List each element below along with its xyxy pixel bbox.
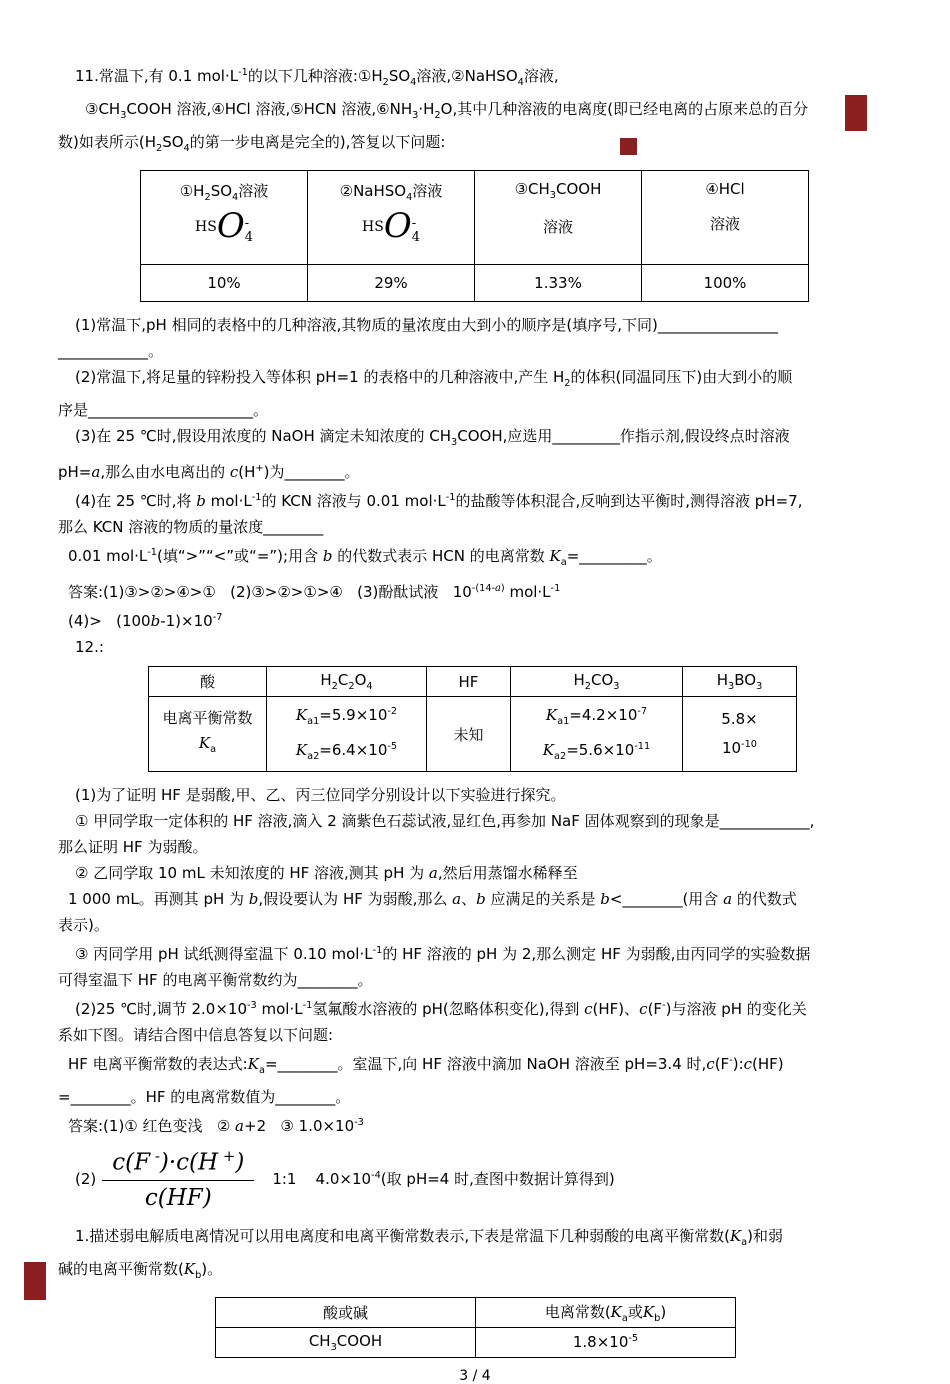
q12-ka-constants-table <box>148 666 797 772</box>
header-title: $③CH_3COOH$ <box>514 180 602 201</box>
header-cell-h2so4 <box>141 171 308 265</box>
table-value-row <box>216 1327 736 1357</box>
header-cell-ch3cooh <box>475 171 642 265</box>
value-cell-hf: 未知 <box>427 697 511 772</box>
q12-student1-line-2: 那么证明 HF 为弱酸。 <box>58 838 208 856</box>
q11-item1-line-1: (1)常温下,pH 相同的表格中的几种溶液,其物质的量浓度由大到小的顺序是(填序号,下同)________________ <box>75 316 778 334</box>
table-value-row <box>141 265 809 302</box>
header-cell-hf: HF <box>427 667 511 697</box>
artifact-block-bottom-left <box>24 1262 46 1300</box>
header-subtitle: 溶液 <box>709 215 740 233</box>
formula-subscript: 4 <box>244 230 253 246</box>
sec1-intro-line-1: 1.描述弱电解质电离情况可以用电离度和电离平衡常数表示,下表是常温下几种弱酸的电离平衡常数$(K_a)$和弱 <box>75 1226 783 1248</box>
sec1-intro-line-2: 碱的电离平衡常数$(K_b)$。 <box>58 1259 223 1281</box>
q11-ionization-degree-table <box>140 170 809 302</box>
q11-item4-line-2: 那么 KCN 溶液的物质的量浓度________ <box>58 518 324 536</box>
table-value-row <box>149 697 797 772</box>
artifact-block-middle <box>620 138 637 155</box>
q12-answers-line-1: 答案:(1)① 红色变浅 ② a+2 ③ $1.0\times 10^{-3}$ <box>68 1117 364 1135</box>
artifact-block-top-right <box>845 95 867 131</box>
q11-item2-line-2: 序是______________________。 <box>58 401 269 419</box>
table-header-row <box>216 1297 736 1327</box>
formula-superscript: - <box>244 216 250 231</box>
page-number: 3 / 4 <box>459 1367 491 1384</box>
table-header-row <box>149 667 797 697</box>
q12-student3-line-1: ③ 丙同学用 pH 试纸测得室温下 0.10 $mol\cdot L^{-1}$的 HF 溶液的 pH 为 2,那么测定 HF 为弱酸,由丙同学的实验数据 <box>75 945 811 963</box>
q12-item2-line-2: 系如下图。请结合图中信息答复以下问题: <box>58 1026 334 1044</box>
q11-intro-line-2: $③CH_3COOH$ 溶液,④HCl 溶液,⑤HCN 溶液$,⑥NH_3\cdot H_2O$,其中几种溶液的电离度(即已经电离的占原来总的百分 <box>85 100 809 121</box>
header-cell-h3bo3: $H_3BO_3$ <box>683 667 797 697</box>
sec1-constants-table <box>215 1297 736 1358</box>
header-cell-nahso4 <box>308 171 475 265</box>
q12-answer2-row <box>58 1147 892 1211</box>
q12-item1: (1)为了证明 HF 是弱酸,甲、乙、丙三位同学分别设计以下实验进行探究。 <box>75 786 566 804</box>
q11-item4-line-1: (4)在 25 ℃时,将 b $mol\cdot L^{-1}$的 KCN 溶液与 0.01 $mol\cdot L^{-1}$的盐酸等体积混合,反响到达平衡时,测得溶液 pH=7, <box>75 492 803 510</box>
fraction-denominator: c(HF) <box>144 1184 212 1211</box>
q12-item2-line-1: (2)25 ℃时,调节 $2.0\times 10^{-3}$ $mol\cdot L^{-1}$氢氟酸水溶液的 pH(忽略体积变化),得到 c(HF)、c(F-)与溶液 pH 的变化关 <box>75 1000 807 1018</box>
q11-item1-line-2: ____________。 <box>58 342 164 360</box>
value-cell-h2co3: $K_{a1}=4.2\times 10^{-7}$ $K_{a2}=5.6\times 10^{-11}$ <box>511 697 683 772</box>
formula-subscript: 4 <box>411 230 420 246</box>
header-title: ②NaHSO$_4$溶液 <box>339 182 443 203</box>
value-cell: 1.33% <box>475 265 642 302</box>
q11-answers-line-1: 答案:(1)③>②>④>① (2)③>②>①>④ (3)酚酞试液 $10^{-(14-a)}$ $mol\cdot L^{-1}$ <box>68 583 561 601</box>
ka-expression-fraction <box>102 1147 254 1211</box>
formula-superscript: - <box>411 216 417 231</box>
fraction-suffix: 1:1 $4.0\times 10^{-4}$(取 pH=4 时,查图中数据计算得到) <box>272 1170 615 1189</box>
value-cell-h2c2o4: $K_{a1}=5.9\times 10^{-2}$ $K_{a2}=6.4\times 10^{-5}$ <box>267 697 427 772</box>
fraction-numerator: c(F -)·c(H +) <box>102 1147 254 1181</box>
q12-heading: 12.: <box>75 638 104 656</box>
q12-student3-line-2: 可得室温下 HF 的电离平衡常数约为________。 <box>58 971 373 989</box>
value-cell: 29% <box>308 265 475 302</box>
fraction-prefix: (2) <box>75 1169 97 1188</box>
q11-item3-line-2: pH=a,那么由水电离出的 c(H+)为________。 <box>58 463 360 481</box>
value-cell-ch3cooh: $CH_3COOH$ <box>216 1327 476 1357</box>
value-cell-constant: $1.8\times 10^{-5}$ <box>476 1327 736 1357</box>
value-cell: 10% <box>141 265 308 302</box>
q12-item3-line-1: HF 电离平衡常数的表达式$:K_a=\_\_\_\_\_\_\_\_$。室温下,向 HF 溶液中滴加 NaOH 溶液至 pH=3.4 时,c(F-):c(HF) <box>68 1055 784 1076</box>
q11-item2-line-1: (2)常温下,将足量的锌粉投入等体积 pH=1 的表格中的几种溶液中,产生 $H_2$的体积(同温同压下)由大到小的顺 <box>75 368 793 389</box>
row-label-cell: 电离平衡常数 $K_a$ <box>149 697 267 772</box>
table-header-row <box>141 171 809 265</box>
header-cell-constant: 电离常数($K_a$或$K_b$) <box>476 1297 736 1327</box>
q12-item3-line-2: =________。HF 的电离常数值为________。 <box>58 1088 351 1106</box>
header-cell-acid: 酸 <box>149 667 267 697</box>
header-cell-h2co3: $H_2CO_3$ <box>511 667 683 697</box>
q12-student2-line-3: 表示)。 <box>58 916 109 934</box>
header-cell-hcl <box>642 171 809 265</box>
header-cell-acid-or-base: 酸或碱 <box>216 1297 476 1327</box>
q11-intro-line-3: 数)如表所示($H_2SO_4$的第一步电离是完全的),答复以下问题: <box>58 133 446 154</box>
header-subtitle: 溶液 <box>542 218 573 236</box>
q11-intro-line-1: 11.常温下,有 0.1 $mol\cdot L^{-1}$的以下几种溶液$:①H_2SO_4$溶液,②NaHSO$_4$溶液, <box>75 67 559 88</box>
header-title: ④HCl <box>705 180 745 198</box>
q12-student2-line-2: 1 000 mL。再测其 pH 为 b,假设要认为 HF 为弱酸,那么 a、b 应满足的关系是 b<________(用含 a 的代数式 <box>68 890 797 908</box>
hso4-formula: HSO - 4 <box>362 206 420 246</box>
header-title: $①H_2SO_4$溶液 <box>179 182 269 203</box>
header-cell-h2c2o4: $H_2C_2O_4$ <box>267 667 427 697</box>
q11-item4-line-3: 0.01 $mol\cdot L^{-1}$(填“>”“<”或“=”);用含 b 的代数式表示 HCN 的电离常数 $K_a=\_\_\_\_\_\_\_\_\_$。 <box>68 547 662 568</box>
q11-answers-line-2: $(4)> (100b-1)\times 10^{-7}$ <box>68 612 223 630</box>
q12-student2-line-1: ② 乙同学取 10 mL 未知浓度的 HF 溶液,测其 pH 为 a,然后用蒸馏水稀释至 <box>75 864 578 882</box>
value-cell: 100% <box>642 265 809 302</box>
q11-item3-line-1: (3)在 25 ℃时,假设用浓度的 NaOH 滴定未知浓度的 $CH_3COOH$,应选用_________作指示剂,假设终点时溶液 <box>75 427 790 448</box>
hso4-formula: HSO - 4 <box>195 206 253 246</box>
q12-student1-line-1: ① 甲同学取一定体积的 HF 溶液,滴入 2 滴紫色石蕊试液,显红色,再参加 NaF 固体观察到的现象是____________, <box>75 812 815 830</box>
value-cell-h3bo3: 5.8× $10^{-10}$ <box>683 697 797 772</box>
